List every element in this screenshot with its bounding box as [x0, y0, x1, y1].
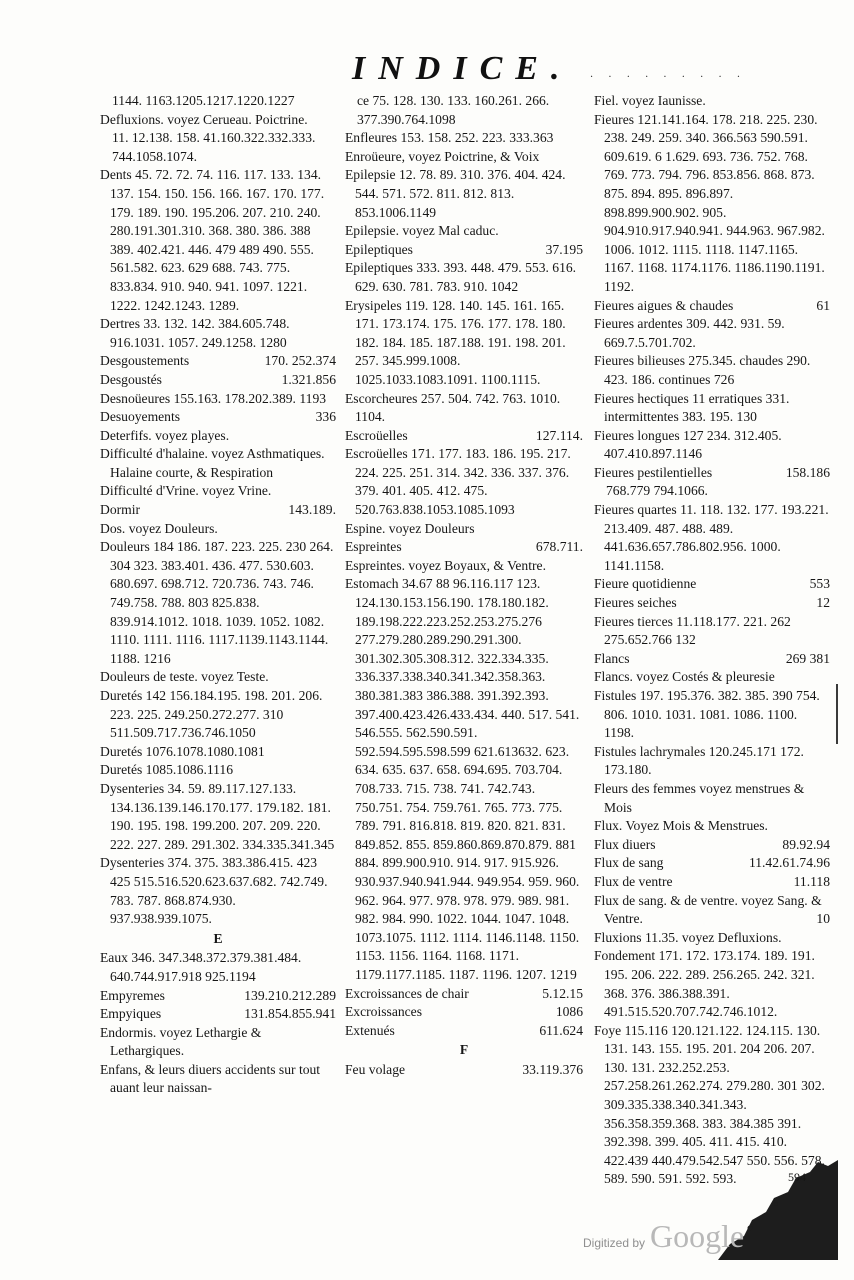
index-entry — [345, 297, 583, 390]
entry-text: Escroüelles — [345, 427, 408, 443]
entry-text: ce 75. 128. 130. 133. 160.261. 266. 377.390.764.1098 — [357, 93, 550, 127]
index-entry — [100, 352, 336, 371]
index-entry — [594, 668, 830, 687]
entry-page-refs: 12 — [816, 595, 830, 611]
entry-text: Fleurs des femmes voyez menstrues & Mois — [594, 780, 805, 815]
entry-page-refs: 269 381 — [785, 650, 830, 666]
index-entry — [100, 1061, 336, 1098]
entry-page-refs: 336 — [315, 409, 336, 425]
index-entry — [594, 687, 830, 743]
entry-text: Fistules lachrymales 120.245.171 172. 173.180. — [594, 743, 804, 778]
entry-text: Desuoyements — [100, 409, 181, 425]
entry-text: Fieures ardentes 309. 442. 931. 59. 669.7.5.701.702. — [594, 316, 785, 350]
entry-page-refs: 1.321.856 — [281, 371, 336, 387]
entry-text: Duretés 1076.1078.1080.1081 — [100, 743, 265, 759]
entry-text: Estomach 34.67 88 96.116.117 123. 124.130.153.156.190. 178.180.182. 189.198.222.223.252.253.275.276 277.279.280.289.290.291.300. 301.302.305.308.312. 322.334.335. 336.337.338.340.341.342.358.363. 380.381.383 386.388. 391.392.393. 397.400.423.426.433.434. 440. 517. 541. 546.555. 562.590.591. 592.594.595.598.599 621.613632. 623. 634. 635. 637. 658. 694.695. 703.704. 708.733. 715. 738. 741. 742.743. 750.751. 754. 759.761. 765. 773. 775. 789. 791. 816.818. 819. 820. 821. 831. 849.852. 855. 859.860.869.870.879. 881 884. 899.900.910. 914. 917. 915.926. 930.937.940.941.944. 949.954. 959. 960. 962. 964. 977. 978. 978. 979. 989. 981. 982. 984. 990. 1022. 1044. 1047. 1048. 1073.1075. 1112. 1114. 1146.1148. 1150. 1153. 1156. 1164. 1168. 1171. 1179.1177.1185. 1187. 1196. 1207. 1219 — [345, 576, 580, 982]
entry-text: Dysenteries 34. 59. 89.117.127.133. 134.136.139.146.170.177. 179.182. 181. 190. 195. 198. 199.200. 207. 209. 220. 222. 227. 289. 291.302. 334.335.341.345 — [100, 780, 335, 852]
index-entry — [594, 817, 830, 836]
entry-text: Fieures 121.141.164. 178. 218. 225. 230. 238. 249. 259. 340. 366.563 590.591. 609.619. 6 1.629. 693. 736. 752. 768. 769. 773. 794. 796. 853.856. 868. 873. 875. 894. 895. 896.897. 898.899.900.902. 905. 904.910.917.940.941. 944.963. 967.982. 1006. 1012. 1115. 1118. 1147.1165. 1167. 1168. 1174.1176. 1186.1190.1191. 1192. — [594, 111, 825, 294]
entry-text: Fondement 171. 172. 173.174. 189. 191. 195. 206. 222. 289. 256.265. 242. 321. 368. 376. 386.388.391. 491.515.520.707.742.746.1012. — [594, 948, 815, 1020]
entry-page-refs: 89.92.94 — [782, 836, 830, 852]
entry-page-refs: 553 — [809, 576, 830, 592]
index-entry — [100, 520, 336, 539]
entry-page-refs: 170. 252.374 — [264, 353, 336, 369]
index-entry — [100, 427, 336, 446]
index-entry — [594, 854, 830, 873]
index-entry — [345, 427, 583, 446]
index-entry — [345, 445, 583, 519]
index-entry — [594, 947, 830, 1021]
index-entry — [594, 873, 830, 892]
entry-page-refs: 10 — [816, 911, 830, 927]
entry-text: Flux diuers — [594, 836, 656, 852]
index-entry — [594, 92, 830, 111]
index-entry — [100, 408, 336, 427]
entry-text: Espreintes. voyez Boyaux, & Ventre. — [345, 557, 546, 573]
index-entry — [594, 427, 830, 464]
index-entry — [100, 1024, 336, 1061]
entry-text: Epileptiques — [345, 241, 413, 257]
entry-text: Fluxions 11.35. voyez Defluxions. — [594, 929, 782, 945]
index-entry — [594, 929, 830, 948]
entry-text: Dents 45. 72. 72. 74. 116. 117. 133. 134. 137. 154. 150. 156. 166. 167. 170. 177. 179. 189. 190. 195.206. 207. 210. 240. 280.191.301.310. 368. 380. 386. 388 389. 402.421. 446. 479 489 490. 555. 561.582. 623. 629 688. 743. 775. 833.834. 910. 940. 941. 1097. 1221. 1222. 1242.1243. 1289. — [100, 167, 325, 313]
index-entry — [345, 538, 583, 557]
index-entry — [345, 1003, 583, 1022]
entry-text: Flux de sang — [594, 855, 664, 871]
entry-text: Duretés 142 156.184.195. 198. 201. 206. 223. 225. 249.250.272.277. 310 511.509.717.736.746.1050 — [100, 688, 323, 741]
index-entry — [594, 297, 830, 316]
entry-text: Escorcheures 257. 504. 742. 763. 1010. 1104. — [345, 390, 561, 425]
index-entry — [345, 520, 583, 539]
entry-text: Fieures pestilentielles — [594, 464, 713, 480]
entry-text: Dysenteries 374. 375. 383.386.415. 423 425 515.516.520.623.637.682. 742.749. 783. 787. 868.874.930. 937.938.939.1075. — [100, 855, 328, 927]
page-number: 594 — [788, 1170, 806, 1184]
entry-page-refs: 158.186 — [785, 464, 830, 480]
entry-page-refs: 37.195 — [545, 241, 583, 257]
index-entry-continuation — [100, 129, 336, 166]
entry-text: Fieures bilieuses 275.345. chaudes 290. 423. 186. continues 726 — [594, 353, 811, 387]
entry-text: 11. 12.138. 158. 41.160.322.332.333. 744.1058.1074. — [112, 130, 316, 164]
entry-text: Empyremes — [100, 987, 165, 1003]
entry-text: Desgoustés — [100, 371, 162, 387]
index-entry — [100, 315, 336, 352]
index-entry — [594, 780, 830, 817]
entry-text: Excroissances de chair — [345, 985, 469, 1001]
entry-page-refs: 61 — [816, 297, 830, 313]
entry-page-refs: 127.114. — [535, 427, 583, 443]
index-entry — [100, 687, 336, 743]
index-entry — [100, 166, 336, 315]
index-entry — [100, 743, 336, 762]
entry-page-refs: 11.118 — [793, 873, 830, 889]
index-entry — [345, 129, 583, 148]
entry-text: Extenués — [345, 1022, 395, 1038]
entry-text: Douleurs de teste. voyez Teste. — [100, 669, 269, 685]
entry-text: Defluxions. voyez Cerueau. Poictrine. — [100, 111, 308, 127]
entry-text: Douleurs 184 186. 187. 223. 225. 230 264. 304 323. 383.401. 436. 477. 530.603. 680.697. 698.712. 720.736. 743. 746. 749.758. 788. 803 825.838. 839.914.1012. 1018. 1039. 1052. 1082. 1110. 1111. 1116. 1117.1139.1143.1144. 1188. 1216 — [100, 539, 334, 666]
index-entry — [345, 1061, 583, 1080]
entry-text: Fieures longues 127 234. 312.405. 407.410.897.1146 — [594, 427, 782, 462]
entry-text: Dos. voyez Douleurs. — [100, 520, 218, 536]
entry-text: Fieures aigues & chaudes — [594, 297, 734, 313]
entry-text: Empyiques — [100, 1006, 162, 1022]
index-entry-continuation — [594, 482, 830, 501]
index-entry — [594, 111, 830, 297]
entry-text: Excroissances — [345, 1004, 423, 1020]
entry-text: Fieures quartes 11. 118. 132. 177. 193.221. 213.409. 487. 488. 489. 441.636.657.786.802.956. 1000. 1141.1158. — [594, 502, 829, 573]
entry-text: Difficulté d'halaine. voyez Asthmatiques. Halaine courte, & Respiration — [100, 446, 325, 480]
index-entry — [345, 1022, 583, 1041]
entry-text: Fieures tierces 11.118.177. 221. 262 275.652.766 132 — [594, 613, 791, 648]
entry-text: Dertres 33. 132. 142. 384.605.748. 916.1031. 1057. 249.1258. 1280 — [100, 316, 290, 350]
entry-text: Fieures hectiques 11 erratiques 331. intermittentes 383. 195. 130 — [594, 390, 790, 425]
index-entry — [594, 501, 830, 575]
index-entry — [594, 743, 830, 780]
entry-text: Epilepsie 12. 78. 89. 310. 376. 404. 424. 544. 571. 572. 811. 812. 813. 853.1006.1149 — [345, 167, 566, 220]
entry-text: Enfans, & leurs diuers accidents sur tout auant leur naissan- — [100, 1061, 321, 1096]
section-letter: E — [213, 930, 223, 946]
index-entry — [594, 464, 830, 483]
index-entry — [100, 1005, 336, 1024]
index-entry — [345, 148, 583, 167]
index-entry — [345, 222, 583, 241]
entry-text: Flancs — [594, 650, 630, 666]
index-entry — [100, 854, 336, 928]
entry-text: Feu volage — [345, 1061, 406, 1077]
section-letter: F — [459, 1042, 469, 1058]
entry-page-refs: 611.624 — [539, 1022, 583, 1038]
entry-text: Enroüeure, voyez Poictrine, & Voix — [345, 148, 540, 164]
entry-text: Epileptiques 333. 393. 448. 479. 553. 616. 629. 630. 781. 783. 910. 1042 — [345, 260, 577, 294]
index-entry — [100, 111, 336, 130]
entry-text: Flux de sang. & de ventre. voyez Sang. & Ventre. — [594, 892, 822, 927]
index-entry — [100, 761, 336, 780]
entry-text: Enfleures 153. 158. 252. 223. 333.363 — [345, 130, 554, 146]
entry-text: Escroüelles 171. 177. 183. 186. 195. 217. 224. 225. 251. 314. 342. 336. 337. 376. 379. 401. 405. 412. 475. 520.763.838.1053.1085.1093 — [345, 446, 571, 518]
entry-text: Fiel. voyez Iaunisse. — [594, 93, 706, 108]
entry-text: Difficulté d'Vrine. voyez Vrine. — [100, 483, 272, 499]
entry-text: Fieure quotidienne — [594, 576, 697, 592]
index-entry — [594, 315, 830, 352]
index-entry — [345, 259, 583, 296]
margin-rule — [836, 684, 838, 744]
entry-text: Desgoustements — [100, 353, 190, 369]
index-entry — [100, 538, 336, 668]
index-entry — [594, 650, 830, 669]
index-entry — [594, 613, 830, 650]
entry-text: Erysipeles 119. 128. 140. 145. 161. 165. 171. 173.174. 175. 176. 177. 178. 180. 182. 184. 185. 187.188. 191. 198. 201. 257. 345.999.1008. 1025.1033.1083.1091. 1100.1115. — [345, 297, 566, 387]
google-watermark: Google — [650, 1218, 745, 1254]
index-entry — [100, 780, 336, 854]
entry-text: 768.779 794.1066. — [606, 483, 708, 499]
entry-page-refs: 5.12.15 — [542, 985, 583, 1001]
index-column-2 — [345, 92, 583, 1079]
title-ornament: · · · · · · · · · — [590, 72, 747, 83]
entry-text: Eaux 346. 347.348.372.379.381.484. 640.744.917.918 925.1194 — [100, 950, 302, 984]
index-entry — [345, 575, 583, 984]
index-entry — [100, 390, 336, 409]
entry-text: Endormis. voyez Lethargie & Lethargiques. — [100, 1024, 262, 1059]
index-entry — [345, 390, 583, 427]
entry-text: Flux. Voyez Mois & Menstrues. — [594, 818, 768, 834]
entry-text: Desnoüeures 155.163. 178.202.389. 1193 — [100, 390, 327, 406]
index-entry — [345, 241, 583, 260]
entry-text: Foye 115.116 120.121.122. 124.115. 130. 131. 143. 155. 195. 201. 204 206. 207. 130. 131. 232.252.253. 257.258.261.262.274. 279.280. 301 302. 309.335.338.340.341.343. 356.358.359.368. 383. 384.385 391. 392.398. 399. 405. 411. 415. 410. 422.439 440.479.542.547 550. 556. 578. 589. 590. 591. 592. 593. — [594, 1022, 825, 1187]
index-entry-continuation — [100, 92, 336, 111]
entry-page-refs: 143.189. — [288, 502, 336, 518]
index-entry — [594, 575, 830, 594]
entry-page-refs: 11.42.61.74.96 — [748, 855, 830, 871]
index-entry-continuation — [345, 92, 583, 129]
index-entry — [100, 949, 336, 986]
entry-page-refs: 1086 — [555, 1004, 583, 1020]
index-entry — [594, 352, 830, 389]
index-entry — [100, 371, 336, 390]
entry-text: Duretés 1085.1086.1116 — [100, 762, 234, 778]
entry-page-refs: 33.119.376 — [522, 1061, 583, 1077]
entry-text: Fistules 197. 195.376. 382. 385. 390 754. 806. 1010. 1031. 1081. 1086. 1100. 1198. — [594, 688, 820, 741]
entry-text: Flux de ventre — [594, 873, 673, 889]
entry-page-refs: 678.711. — [535, 539, 583, 555]
index-entry — [345, 557, 583, 576]
entry-text: Espreintes — [345, 539, 402, 555]
index-entry — [594, 892, 830, 929]
index-entry — [100, 668, 336, 687]
entry-text: Fieures seiches — [594, 595, 677, 611]
index-entry — [345, 985, 583, 1004]
index-entry — [594, 836, 830, 855]
entry-text: Espine. voyez Douleurs — [345, 520, 475, 536]
entry-text: Flancs. voyez Costés & pleuresie — [594, 669, 775, 685]
entry-page-refs: 139.210.212.289 — [244, 987, 336, 1003]
index-entry — [100, 445, 336, 482]
index-entry — [594, 594, 830, 613]
entry-text: Dormir — [100, 502, 141, 518]
index-entry — [100, 987, 336, 1006]
entry-text: Deterfifs. voyez playes. — [100, 427, 230, 443]
entry-text: Epilepsie. voyez Mal caduc. — [345, 223, 499, 239]
page-title: INDICE. — [352, 50, 573, 87]
index-entry — [594, 390, 830, 427]
index-column-3 — [594, 92, 830, 1189]
digitized-by-label: Digitized by — [583, 1236, 646, 1250]
index-entry — [100, 482, 336, 501]
index-column-1 — [100, 92, 336, 1098]
entry-page-refs: 131.854.855.941 — [244, 1006, 336, 1022]
index-entry — [100, 501, 336, 520]
index-entry — [345, 166, 583, 222]
entry-text: 1144. 1163.1205.1217.1220.1227 — [112, 93, 295, 108]
